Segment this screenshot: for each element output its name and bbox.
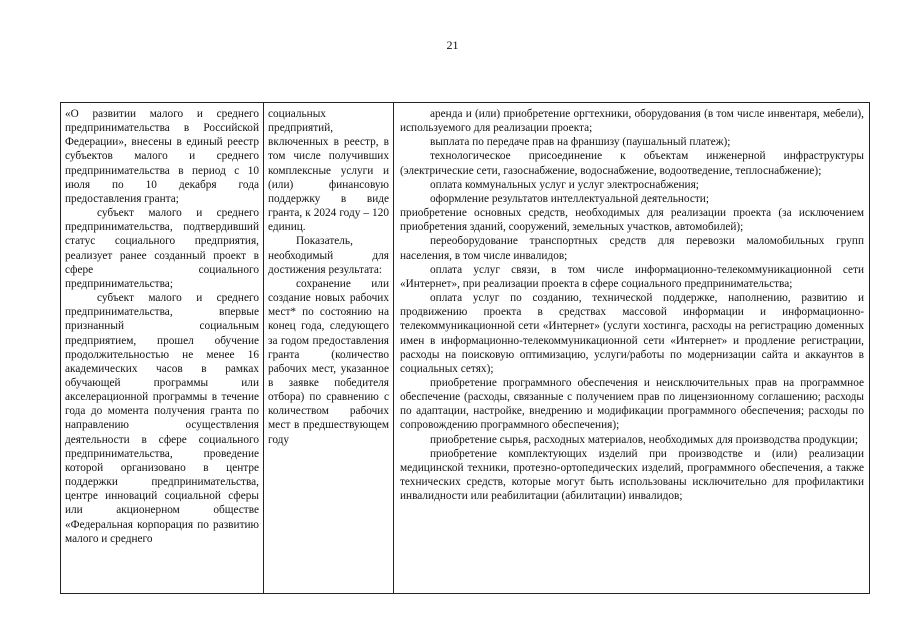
column3-paragraph: оформление результатов интеллектуальной деятельности; xyxy=(430,192,709,205)
column3-paragraph: оплата услуг по созданию, технической поддержке, наполнению, развитию и продвижению проекта в средствах массовой информации и информационно-телекоммуникационной сети «Интернет» (услуги хостинга, расходы на регистрацию доменных имен в информационно-телекоммуникационной сети «Интернет» и продление регистрации, расходы на поисковую оптимизацию, услуги/работы по модернизации сайта и аккаунтов в социальных сетях); xyxy=(400,292,864,375)
column3-paragraph: оплата услуг связи, в том числе информационно-телекоммуникационной сети «Интернет», при реализации проекта в сфере социального предпринимательства; xyxy=(400,263,864,290)
column1-paragraph: «О развитии малого и среднего предпринимательства в Российской Федерации», внесены в единый реестр субъектов малого и среднего предпринимательства в период с 10 июля по 10 декабря года предоставления гранта; xyxy=(65,108,259,205)
column1-paragraph: субъект малого и среднего предпринимательства, впервые признанный социальным предприятием, прошел обучение продолжительностью не менее 16 академических часов в рамках обучающей программы или акселерационной программы в течение года до момента получения гранта по направлению осуществления деятельности в сфере социального предпринимательства, проведение которой организовано в центре поддержки предпринимательства, центре инноваций социальной сферы или акционерном обществе «Федеральная корпорация по развитию малого и среднего xyxy=(65,292,259,545)
column2-paragraph: социальных предприятий, включенных в реестр, в том числе получивших комплексные услуги и (или) финансовую поддержку в виде гранта, к 2024 году – 120 единиц. xyxy=(268,108,389,234)
column2-paragraph: сохранение или создание новых рабочих мест* по состоянию на конец года, следующего за годом предоставления гранта (количество рабочих мест, указанное в заявке победителя отбора) по сравнению с количеством рабочих мест в предшествующем году xyxy=(268,277,389,446)
column3-paragraph: приобретение основных средств, необходимых для реализации проекта (за исключением приобретения зданий, сооружений, земельных участков, автомобилей); xyxy=(400,207,864,234)
column3-paragraph: оплата коммунальных услуг и услуг электроснабжения; xyxy=(430,178,699,191)
column3-paragraph: приобретение программного обеспечения и неисключительных прав на программное обеспечение (расходы, связанные с получением прав по лицензионному соглашению; расходы по адаптации, настройке, внедрению и модификации программного обеспечения; расходы по сопровождению программного обеспечения); xyxy=(400,376,864,432)
column3-paragraph: технологическое присоединение к объектам инженерной инфраструктуры (электрические сети, газоснабжение, водоснабжение, водоотведение, теплоснабжение); xyxy=(400,150,864,177)
column1-paragraph: субъект малого и среднего предпринимательства, подтвердивший статус социального предприятия, реализует ранее созданный проект в сфере социального предпринимательства; xyxy=(65,207,259,290)
page-number: 21 xyxy=(446,38,459,52)
table-column-results xyxy=(264,103,394,593)
column3-paragraph: приобретение комплектующих изделий при производстве и (или) реализации медицинской техники, протезно-ортопедических изделий, программного обеспечения, а также технических средств, которые могут быть использованы исключительно для профилактики инвалидности или реабилитации (абилитации) инвалидов; xyxy=(400,447,864,503)
column3-paragraph: приобретение сырья, расходных материалов, необходимых для производства продукции; xyxy=(430,433,858,446)
column3-paragraph: переоборудование транспортных средств для перевозки маломобильных групп населения, в том числе инвалидов; xyxy=(400,235,864,262)
column3-paragraph: выплата по передаче прав на франшизу (паушальный платеж); xyxy=(430,136,731,149)
document-table xyxy=(60,102,870,594)
table-column-criteria xyxy=(61,103,264,593)
table-column-expenses xyxy=(394,103,869,593)
column3-paragraph: аренда и (или) приобретение оргтехники, оборудования (в том числе инвентаря, мебели), используемого для реализации проекта; xyxy=(400,108,864,135)
column2-paragraph: Показатель, необходимый для достижения результата: xyxy=(268,235,389,276)
